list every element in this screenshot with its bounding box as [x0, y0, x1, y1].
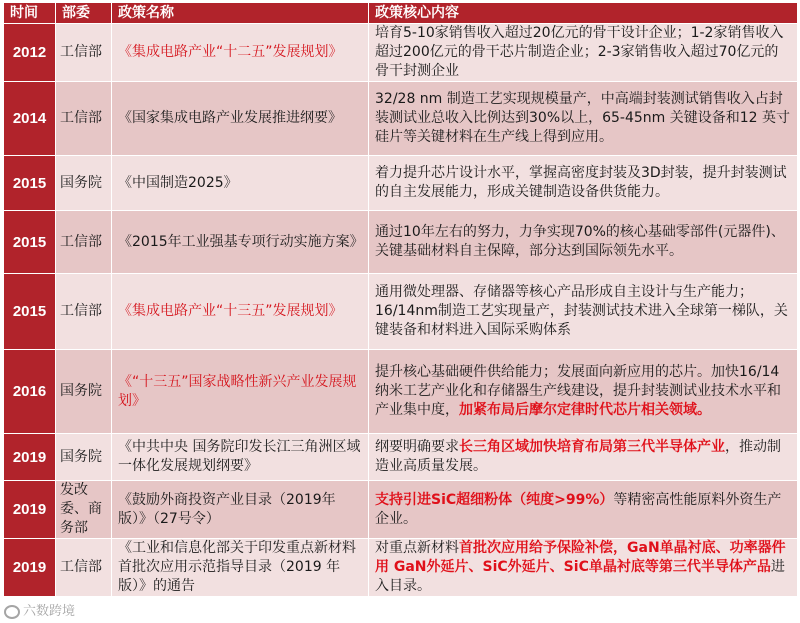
row-year: 2015 — [4, 211, 56, 274]
row-policy-content — [369, 350, 798, 434]
watermark-logo-icon — [4, 605, 20, 619]
table-row — [4, 24, 798, 82]
content-text: 通用微处理器、存储器等核心产品形成自主设计与生产能力；16/14nm制造工艺实现量产，封装测试技术进入全球第一梯队，关键装备和材料进入国际采购体系 — [375, 284, 788, 338]
row-policy-content — [369, 24, 798, 82]
highlighted-text: 长三角区域加快培育布局第三代半导体产业 — [459, 439, 725, 455]
row-policy-name: 《中国制造2025》 — [112, 156, 369, 211]
content-text: 提升核心基础硬件供给能力；发展面向新应用的芯片。加快16/14纳米工艺产业化和存储器生产线建设，提升封装测试业技术水平和产业集中度， — [375, 364, 781, 418]
content-text: 进入目录。 — [375, 559, 785, 594]
row-year: 2019 — [4, 539, 56, 597]
header-dept: 部委 — [56, 3, 112, 24]
table-body — [4, 24, 798, 597]
row-department: 工信部 — [56, 274, 112, 350]
header-content: 政策核心内容 — [369, 3, 798, 24]
highlighted-text: 首批次应用给予保险补偿，GaN单晶衬底、功率器件用 GaN外延片、SiC外延片、SiC单晶衬底等第三代半导体产品 — [375, 540, 786, 575]
content-text: 通过10年左右的努力，力争实现70%的核心基础零部件(元器件)、关键基础材料自主保障，部分达到国际领先水平。 — [375, 224, 785, 259]
table-row — [4, 274, 798, 350]
row-policy-content — [369, 82, 798, 156]
row-year: 2019 — [4, 481, 56, 539]
watermark-text: 六数跨境 — [23, 604, 76, 619]
header-year: 时间 — [4, 3, 56, 24]
row-year: 2015 — [4, 156, 56, 211]
table-row — [4, 539, 798, 597]
header-name: 政策名称 — [112, 3, 369, 24]
table-row — [4, 481, 798, 539]
table-row — [4, 82, 798, 156]
content-text: 纲要明确要求 — [375, 439, 459, 455]
row-policy-name: 《中共中央 国务院印发长江三角洲区域一体化发展规划纲要》 — [112, 434, 369, 481]
row-policy-name: 《集成电路产业“十三五”发展规划》 — [112, 274, 369, 350]
table-row — [4, 434, 798, 481]
highlighted-text: 支持引进SiC超细粉体（纯度>99%） — [375, 491, 614, 508]
row-policy-name: 《2015年工业强基专项行动实施方案》 — [112, 211, 369, 274]
row-policy-name: 《“十三五”国家战略性新兴产业发展规划》 — [112, 350, 369, 434]
table-header-row — [4, 3, 798, 24]
row-policy-content — [369, 434, 798, 481]
policy-table — [3, 2, 798, 597]
table-row — [4, 350, 798, 434]
content-text: 32/28 nm 制造工艺实现规模量产，中高端封装测试销售收入占封装测试业总收入比例达到30%以上，65-45nm 关键设备和12 英寸硅片等关键材料在生产线上得到应用。 — [375, 91, 791, 145]
content-text: 对重点新材料 — [375, 540, 459, 556]
row-year: 2015 — [4, 274, 56, 350]
content-text: 培育5-10家销售收入超过20亿元的骨干设计企业；1-2家销售收入超过200亿元的骨干芯片制造企业；2-3家销售收入超过70亿元的骨干封测企业 — [375, 25, 784, 79]
content-text: 着力提升芯片设计水平，掌握高密度封装及3D封装，提升封装测试的自主发展能力，形成关键制造设备供货能力。 — [375, 165, 787, 200]
content-text: 等精密高性能原料外资生产企业。 — [375, 491, 782, 527]
content-text: ，推动制造业高质量发展。 — [375, 439, 781, 474]
watermark — [4, 600, 75, 619]
table-row — [4, 211, 798, 274]
row-year: 2014 — [4, 82, 56, 156]
row-year: 2016 — [4, 350, 56, 434]
row-department: 工信部 — [56, 24, 112, 82]
row-policy-content — [369, 481, 798, 539]
row-year: 2012 — [4, 24, 56, 82]
row-policy-name: 《工业和信息化部关于印发重点新材料首批次应用示范指导目录（2019 年版）》的通告 — [112, 539, 369, 597]
row-year: 2019 — [4, 434, 56, 481]
row-policy-content — [369, 156, 798, 211]
row-department: 国务院 — [56, 434, 112, 481]
row-policy-name: 《集成电路产业“十二五”发展规划》 — [112, 24, 369, 82]
highlighted-text: 加紧布局后摩尔定律时代芯片相关领域。 — [459, 402, 711, 418]
row-department: 发改委、商务部 — [56, 481, 112, 539]
row-policy-name: 《鼓励外商投资产业目录（2019年版）》（27号令） — [112, 481, 369, 539]
row-department: 国务院 — [56, 156, 112, 211]
row-department: 工信部 — [56, 539, 112, 597]
row-policy-content — [369, 211, 798, 274]
row-department: 工信部 — [56, 211, 112, 274]
row-policy-content — [369, 539, 798, 597]
row-department: 国务院 — [56, 350, 112, 434]
row-policy-name: 《国家集成电路产业发展推进纲要》 — [112, 82, 369, 156]
row-policy-content — [369, 274, 798, 350]
table-row — [4, 156, 798, 211]
row-department: 工信部 — [56, 82, 112, 156]
